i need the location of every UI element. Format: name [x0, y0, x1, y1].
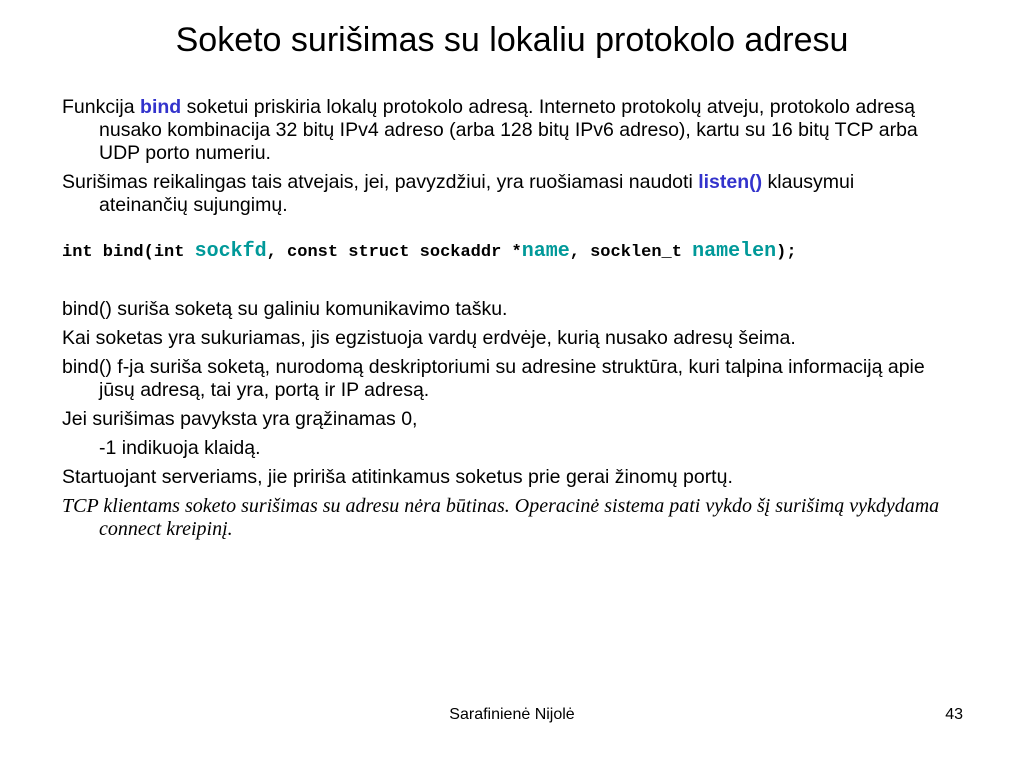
text: soketui priskiria lokalų protokolo adresą. Interneto protokolų atveju, protokolo adresą nusako kombinacija 32 bitų IPv4 adreso (arba 128 bitų IPv6 adreso), kartu su 16 bitų TCP arba UDP porto numeriu.	[99, 96, 918, 164]
slide-title: Soketo surišimas su lokaliu protokolo adresu	[175, 21, 849, 59]
paragraph-servers: Startuojant serveriams, jie pririša atitinkamus soketus prie gerai žinomų portų.	[62, 466, 733, 488]
code-text: );	[776, 243, 797, 262]
paragraph-return-error: -1 indikuoja klaidą.	[99, 437, 261, 459]
code-signature	[62, 239, 942, 266]
code-text: int bind(int	[62, 243, 195, 262]
slide-body	[62, 96, 942, 547]
paragraph-tcp-clients: TCP klientams soketo surišimas su adresu nėra būtinas. Operacinė sistema pati vykdo šį surišimą vykdydama connect kreipinį.	[62, 495, 940, 540]
text: Funkcija	[62, 96, 141, 118]
code-param-name: name	[521, 240, 570, 263]
code-param-sockfd: sockfd	[194, 240, 267, 263]
paragraph-namespace: Kai soketas yra sukuriamas, jis egzistuoja vardų erdvėje, kurią nusako adresų šeima.	[62, 327, 796, 349]
paragraph-bind-struct: bind() f-ja suriša soketą, nurodomą deskriptoriumi su adresine struktūra, kuri talpina informaciją apie jūsų adresą, tai yra, portą ir IP adresą.	[62, 356, 925, 401]
text: Surišimas reikalingas tais atvejais, jei, pavyzdžiui, yra ruošiamasi naudoti	[62, 171, 699, 193]
keyword-bind: bind	[140, 96, 182, 118]
paragraph-bind-endpoint: bind() suriša soketą su galiniu komunikavimo tašku.	[62, 298, 508, 320]
paragraph-bind-description	[62, 96, 942, 165]
paragraph-return-zero: Jei surišimas pavyksta yra grąžinamas 0,	[62, 408, 418, 430]
code-param-namelen: namelen	[692, 240, 777, 263]
page-number: 43	[945, 706, 963, 723]
keyword-listen: listen()	[698, 171, 763, 193]
code-text: , socklen_t	[569, 243, 693, 262]
footer-author: Sarafinienė Nijolė	[449, 706, 575, 723]
code-text: , const struct sockaddr *	[266, 243, 522, 262]
text: klausymui ateinančių sujungimų.	[99, 171, 855, 216]
paragraph-listen-note	[62, 171, 942, 217]
